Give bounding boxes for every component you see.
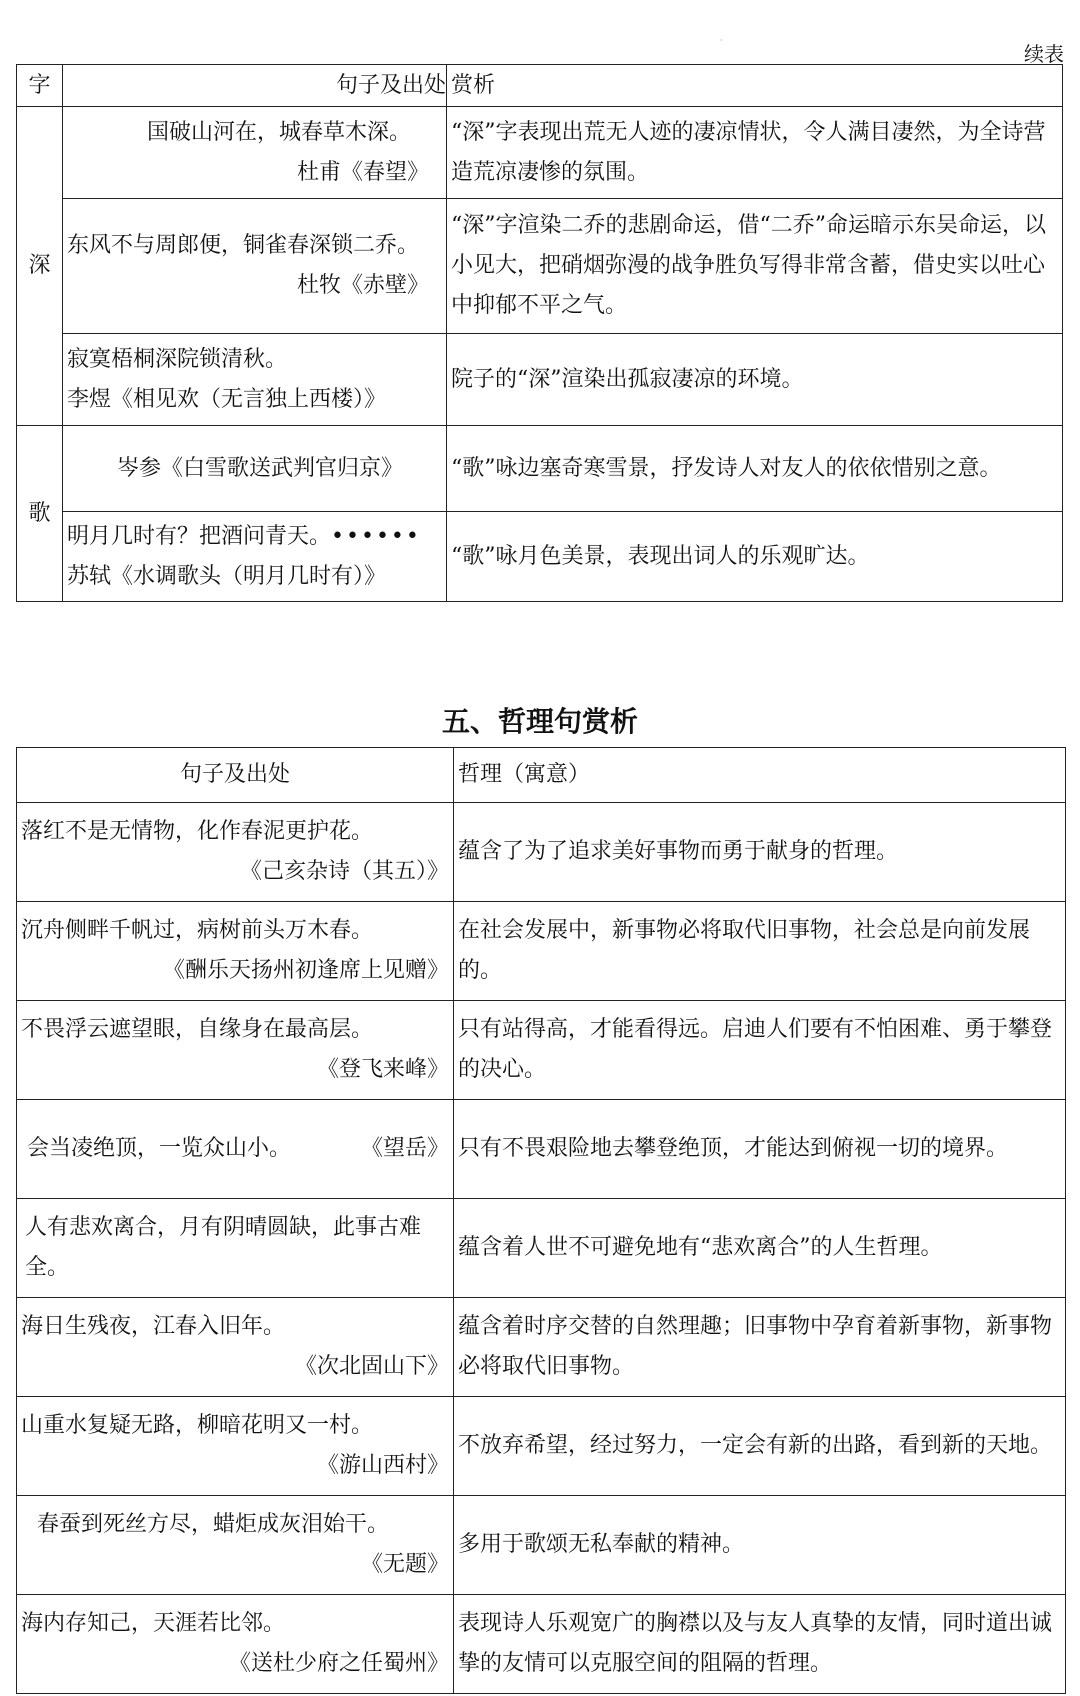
table-row: [17, 1100, 1066, 1199]
emphasis-dots: ••••••: [331, 523, 421, 549]
sentence-text: 春蚕到死丝方尽，蜡炬成灰泪始干。: [37, 1512, 390, 1537]
meaning-cell: 只有站得高，才能看得远。启迪人们要有不怕困难、勇于攀登的决心。: [454, 1001, 1066, 1100]
section-title: 五、哲理句赏析: [441, 705, 638, 738]
source-text: 杜牧《赤壁》: [297, 273, 430, 298]
sentence-text: 寂寞梧桐深院锁清秋。: [67, 346, 288, 372]
analysis-cell: “深”字渲染二乔的悲剧命运，借“二乔”命运暗示东吴命运，以小见大，把硝烟弥漫的战争胜负写得非常含蓄，借史实以吐心中抑郁不平之气。: [447, 199, 1063, 334]
meaning-cell: 只有不畏艰险地去攀登绝顶，才能达到俯视一切的境界。: [454, 1100, 1066, 1199]
sentence-text: 明月几时有？把酒问青天。: [67, 523, 332, 549]
sentence-text: 落红不是无情物，化作春泥更护花。: [21, 819, 374, 844]
analysis-cell: “歌”咏月色美景，表现出词人的乐观旷达。: [447, 512, 1063, 602]
sentence-cell: [63, 334, 447, 426]
table-row: [17, 1595, 1066, 1694]
table-row: [17, 199, 1063, 334]
sentence-cell: [17, 1595, 454, 1694]
source-text: 岑参《白雪歌送武判官归京》: [117, 455, 404, 481]
sentence-text: 国破山河在，城春草木深。: [147, 119, 412, 145]
source-text: 《送杜少府之任蜀州》: [228, 1651, 449, 1676]
table-row: [17, 1199, 1066, 1298]
analysis-cell: “深”字表现出荒无人迹的凄凉情状，令人满目凄然，为全诗营造荒凉凄惨的氛围。: [447, 107, 1063, 199]
source-text: 杜甫《春望》: [297, 159, 430, 185]
sentence-text: 会当凌绝顶，一览众山小。: [27, 1136, 292, 1161]
meaning-cell: 表现诗人乐观宽广的胸襟以及与友人真挚的友情，同时道出诚挚的友情可以克服空间的阻隔的哲理。: [454, 1595, 1066, 1694]
source-text: 《酬乐天扬州初逢席上见赠》: [162, 958, 449, 983]
sentence-cell: [63, 512, 447, 602]
sentence-cell: [17, 1100, 454, 1199]
sentence-text: 不畏浮云遮望眼，自缘身在最高层。: [21, 1017, 374, 1042]
meaning-cell: 蕴含了为了追求美好事物而勇于献身的哲理。: [454, 803, 1066, 902]
sentence-cell: [63, 199, 447, 334]
table-row: [17, 334, 1063, 426]
sentence-cell: [17, 1397, 454, 1496]
sentence-cell: [63, 426, 447, 512]
header-analysis: 赏析: [447, 65, 1063, 107]
meaning-cell: 在社会发展中，新事物必将取代旧事物，社会总是向前发展的。: [454, 902, 1066, 1001]
sentence-text: 山重水复疑无路，柳暗花明又一村。: [21, 1413, 374, 1438]
source-text: 苏轼《水调歌头（明月几时有）》: [67, 563, 387, 589]
sentence-text: 海内存知己，天涯若比邻。: [21, 1611, 286, 1636]
meaning-cell: 多用于歌颂无私奉献的精神。: [454, 1496, 1066, 1595]
continued-label: 续表: [1024, 42, 1064, 66]
meaning-cell: 蕴含着时序交替的自然理趣；旧事物中孕育着新事物，新事物必将取代旧事物。: [454, 1298, 1066, 1397]
sentence-cell: [63, 107, 447, 199]
header-meaning: 哲理（寓意）: [454, 748, 1066, 803]
table-row: [17, 512, 1063, 602]
source-text: 《无题》: [360, 1552, 449, 1577]
table-row: [17, 1001, 1066, 1100]
header-sentence: 句子及出处: [17, 748, 454, 803]
sentence-text: 沉舟侧畔千帆过，病树前头万木春。: [21, 918, 374, 943]
source-text: 《己亥杂诗（其五）》: [239, 859, 449, 884]
table-header-row: [17, 748, 1066, 803]
table-row: [17, 107, 1063, 199]
table-row: [17, 803, 1066, 902]
character-analysis-table: [16, 64, 1063, 602]
meaning-cell: 蕴含着人世不可避免地有“悲欢离合”的人生哲理。: [454, 1199, 1066, 1298]
sentence-cell: [17, 1001, 454, 1100]
sentence-cell: [17, 1496, 454, 1595]
table-row: [17, 1298, 1066, 1397]
table-row: [17, 1496, 1066, 1595]
source-text: 《登飞来峰》: [316, 1057, 449, 1082]
sentence-cell: [17, 902, 454, 1001]
sentence-text: 海日生残夜，江春入旧年。: [21, 1314, 286, 1339]
table-header-row: [17, 65, 1063, 107]
analysis-cell: “歌”咏边塞奇寒雪景，抒发诗人对友人的依依惜别之意。: [447, 426, 1063, 512]
source-text: 李煜《相见欢（无言独上西楼）》: [67, 386, 387, 412]
philosophy-table: [16, 747, 1066, 1694]
sentence-text: 东风不与周郎便，铜雀春深锁二乔。: [67, 233, 420, 258]
char-cell: 歌: [17, 426, 63, 602]
decorative-dot: ·: [720, 36, 723, 45]
sentence-cell: [17, 803, 454, 902]
sentence-cell: 人有悲欢离合，月有阴晴圆缺，此事古难全。: [17, 1199, 454, 1298]
char-cell: 深: [17, 107, 63, 426]
source-text: 《游山西村》: [316, 1453, 449, 1478]
analysis-cell: 院子的“深”渲染出孤寂凄凉的环境。: [447, 334, 1063, 426]
meaning-cell: 不放弃希望，经过努力，一定会有新的出路，看到新的天地。: [454, 1397, 1066, 1496]
table-row: [17, 1397, 1066, 1496]
source-text: 《次北固山下》: [294, 1354, 449, 1379]
table-row: [17, 426, 1063, 512]
table-row: [17, 902, 1066, 1001]
sentence-cell: [17, 1298, 454, 1397]
source-text: 《望岳》: [360, 1136, 449, 1161]
header-char: 字: [17, 65, 63, 107]
header-sentence: 句子及出处: [63, 65, 447, 107]
